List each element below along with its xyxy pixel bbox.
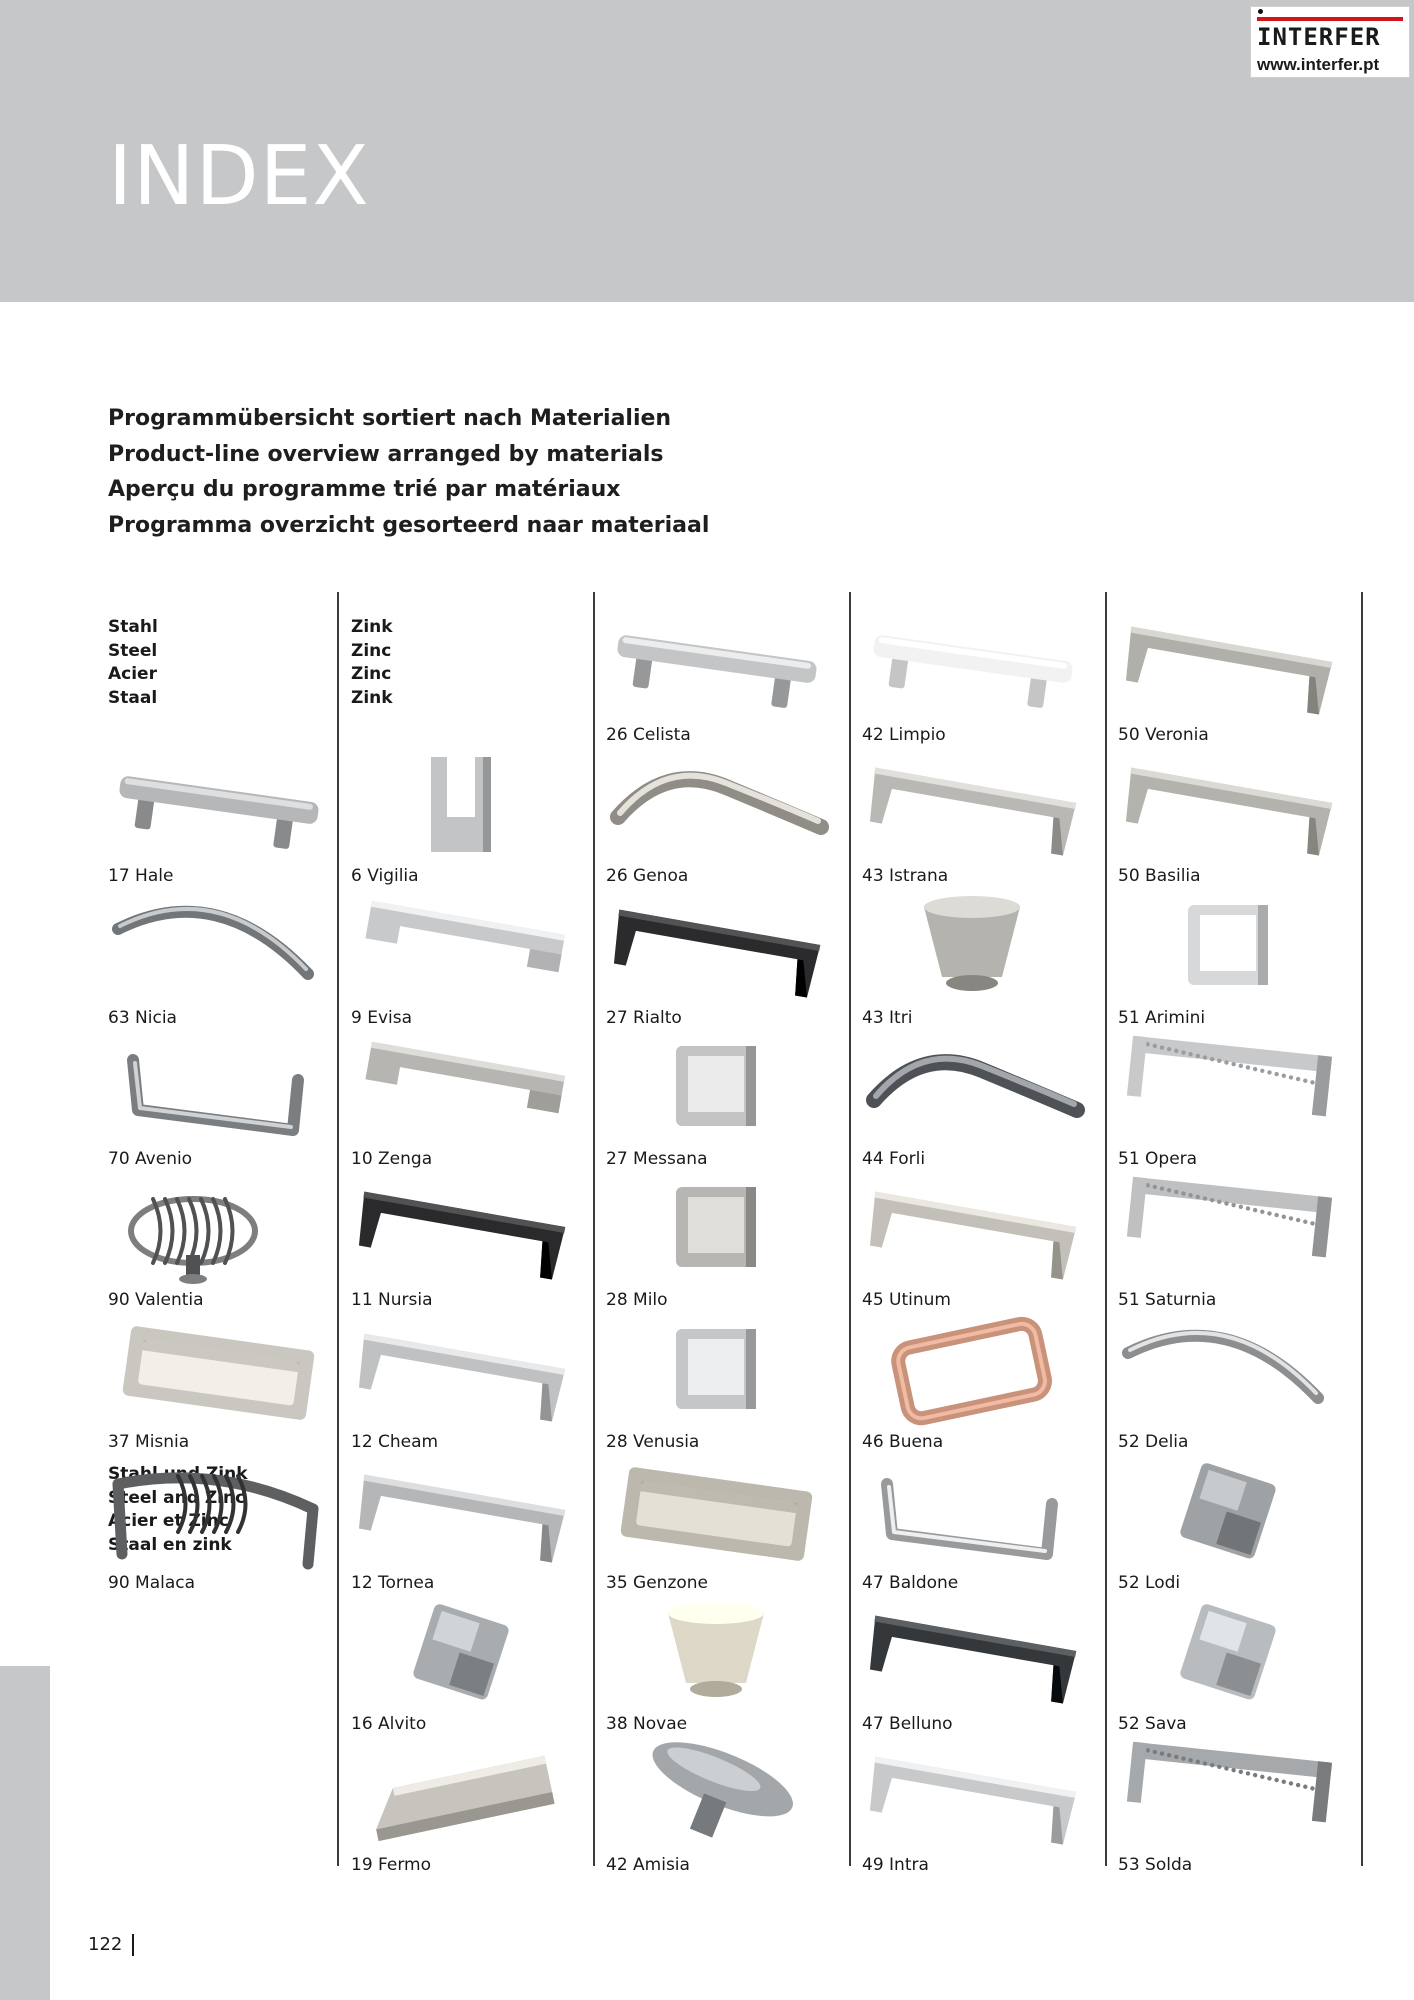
step-handle-icon	[351, 889, 576, 1009]
product-label: 35 Genzone	[606, 1572, 708, 1593]
logo-url: www.interfer.pt	[1257, 55, 1380, 74]
product-item[interactable]	[862, 747, 1087, 888]
product-label: 51 Saturnia	[1118, 1290, 1217, 1311]
product-item[interactable]	[606, 1454, 831, 1595]
product-item[interactable]	[606, 1030, 831, 1171]
product-item[interactable]	[862, 1313, 1087, 1454]
product-item[interactable]	[108, 1171, 333, 1312]
product-label: 26 Celista	[606, 725, 691, 745]
product-label: 38 Novae	[606, 1714, 688, 1735]
product-label: 12 Cheam	[351, 1431, 439, 1452]
bridge-handle-icon	[351, 1454, 576, 1574]
bridge-handle-icon	[1118, 747, 1343, 867]
product-label: 44 Forli	[862, 1148, 926, 1169]
bridge-handle-icon	[606, 889, 831, 1009]
product-item[interactable]	[862, 1454, 1087, 1595]
oval-knob-icon	[606, 1736, 831, 1856]
product-label: 19 Fermo	[351, 1855, 431, 1876]
bridge-handle-icon	[862, 747, 1087, 867]
product-label: 53 Solda	[1118, 1855, 1193, 1876]
product-item[interactable]	[351, 1595, 576, 1736]
cube-knob-icon	[1118, 1595, 1343, 1715]
material-line: Steel	[108, 640, 158, 661]
product-label: 43 Istrana	[862, 866, 949, 887]
product-label: 42 Limpio	[862, 725, 946, 745]
square-knob-icon	[606, 1171, 831, 1291]
material-line: Staal en zink	[108, 1534, 232, 1555]
product-item[interactable]	[862, 1736, 1087, 1877]
side-tab	[0, 1666, 50, 2000]
bow-handle-icon	[1118, 1313, 1343, 1433]
product-item[interactable]	[606, 1736, 831, 1877]
cage-knob-icon	[108, 1171, 333, 1291]
material-line: Zink	[351, 617, 393, 637]
material-label-zinc	[351, 616, 393, 710]
product-item[interactable]	[1118, 747, 1343, 888]
recessed-pull-icon	[108, 1313, 333, 1433]
material-line: Steel and Zinc	[108, 1487, 246, 1508]
square-knob-icon	[1118, 889, 1343, 1009]
product-label: 47 Belluno	[862, 1714, 953, 1735]
product-label: 43 Itri	[862, 1007, 913, 1028]
bridge-handle-icon	[862, 1595, 1087, 1715]
product-label: 46 Buena	[862, 1431, 944, 1452]
cube-knob-icon	[351, 1595, 576, 1715]
ring-pull-icon	[862, 1313, 1087, 1433]
product-label: 11 Nursia	[351, 1290, 433, 1311]
logo-dot	[1258, 9, 1263, 14]
material-line: Acier et Zinc	[108, 1511, 229, 1531]
product-item[interactable]	[351, 1030, 576, 1171]
square-knob-icon	[606, 1030, 831, 1150]
product-label: 26 Genoa	[606, 866, 689, 887]
wave-handle-icon	[606, 747, 831, 867]
product-label: 50 Basilia	[1118, 866, 1201, 887]
recessed-pull-icon	[606, 1454, 831, 1574]
column-divider	[1361, 592, 1363, 1866]
column-divider	[849, 592, 851, 1866]
bridge-handle-icon	[351, 1313, 576, 1433]
product-label: 52 Delia	[1118, 1431, 1189, 1452]
material-line: Zinc	[351, 640, 392, 661]
material-line: Zink	[351, 687, 393, 708]
cage-handle-icon	[108, 1454, 333, 1574]
product-item[interactable]	[108, 889, 333, 1030]
bridge-handle-icon	[862, 1171, 1087, 1291]
intro-line-nl: Programma overzicht gesorteerd naar materiaal	[108, 512, 710, 538]
logo-stripe	[1257, 17, 1403, 21]
product-item[interactable]	[108, 1030, 333, 1171]
product-label: 10 Zenga	[351, 1148, 433, 1169]
page-title: INDEX	[108, 129, 370, 224]
product-label: 27 Rialto	[606, 1007, 682, 1028]
product-item[interactable]	[606, 1171, 831, 1312]
wire-handle-icon	[862, 1454, 1087, 1574]
product-item[interactable]	[862, 606, 1087, 747]
product-item[interactable]	[862, 1171, 1087, 1312]
product-item[interactable]	[351, 1454, 576, 1595]
square-knob-icon	[606, 1313, 831, 1433]
product-label: 90 Malaca	[108, 1572, 196, 1593]
cup-knob-icon	[862, 889, 1087, 1009]
product-label: 37 Misnia	[108, 1431, 190, 1452]
product-item[interactable]	[1118, 1454, 1343, 1595]
crystal-handle-icon	[1118, 1736, 1343, 1856]
cup-knob-icon	[606, 1595, 831, 1715]
product-label: 70 Avenio	[108, 1148, 193, 1169]
crystal-handle-icon	[1118, 1030, 1343, 1150]
bridge-handle-icon	[351, 1171, 576, 1291]
product-item[interactable]	[1118, 1736, 1343, 1877]
flat-pull-icon	[351, 1736, 576, 1856]
product-item[interactable]	[606, 606, 831, 747]
product-item[interactable]	[606, 889, 831, 1030]
wave-handle-icon	[862, 1030, 1087, 1150]
material-line: Stahl und Zink	[108, 1464, 248, 1484]
material-label-steel	[108, 616, 158, 710]
step-handle-icon	[351, 1030, 576, 1150]
interfer-logo[interactable]	[1250, 6, 1410, 78]
column-divider	[1105, 592, 1107, 1866]
wire-handle-icon	[108, 1030, 333, 1150]
product-item[interactable]	[108, 1313, 333, 1454]
product-item[interactable]	[862, 1595, 1087, 1736]
product-label: 52 Lodi	[1118, 1572, 1181, 1593]
page-number-separator	[132, 1934, 134, 1956]
product-item[interactable]	[606, 747, 831, 888]
product-item[interactable]	[1118, 1313, 1343, 1454]
intro-line-en: Product-line overview arranged by materials	[108, 441, 664, 467]
product-item[interactable]	[1118, 606, 1343, 747]
product-item[interactable]	[351, 747, 576, 888]
bar-handle-icon	[108, 747, 333, 867]
product-item[interactable]	[606, 1595, 831, 1736]
bow-handle-icon	[108, 889, 333, 1009]
product-label: 17 Hale	[108, 866, 174, 887]
product-label: 45 Utinum	[862, 1290, 951, 1311]
product-label: 49 Intra	[862, 1855, 929, 1876]
product-item[interactable]	[862, 1030, 1087, 1171]
product-label: 50 Veronia	[1118, 725, 1209, 745]
product-label: 52 Sava	[1118, 1714, 1187, 1735]
material-line: Staal	[108, 687, 158, 708]
intro-line-de: Programmübersicht sortiert nach Materialien	[108, 406, 672, 431]
product-item[interactable]	[1118, 1030, 1343, 1171]
product-label: 28 Venusia	[606, 1431, 700, 1452]
logo-name: INTERFER	[1257, 23, 1381, 51]
product-label: 90 Valentia	[108, 1290, 204, 1311]
product-item[interactable]	[1118, 1595, 1343, 1736]
material-line: Zinc	[351, 664, 392, 684]
product-label: 27 Messana	[606, 1148, 708, 1169]
product-item[interactable]	[606, 1313, 831, 1454]
product-label: 16 Alvito	[351, 1714, 427, 1735]
bridge-handle-icon	[1118, 606, 1343, 726]
product-label: 51 Arimini	[1118, 1007, 1206, 1028]
bar-handle-icon	[606, 606, 831, 726]
product-item[interactable]	[351, 889, 576, 1030]
page-number: 122	[88, 1934, 123, 1955]
intro-heading	[108, 401, 709, 543]
column-divider	[337, 592, 339, 1866]
product-label: 47 Baldone	[862, 1572, 959, 1593]
column-divider	[593, 592, 595, 1866]
intro-line-fr: Aperçu du programme trié par matériaux	[108, 477, 621, 502]
product-item[interactable]	[351, 1736, 576, 1877]
material-line: Acier	[108, 664, 157, 684]
product-item[interactable]	[862, 889, 1087, 1030]
product-label: 9 Evisa	[351, 1007, 413, 1028]
product-label: 28 Milo	[606, 1290, 668, 1311]
product-label: 51 Opera	[1118, 1148, 1198, 1169]
bridge-handle-icon	[862, 1736, 1087, 1856]
material-line: Stahl	[108, 617, 158, 637]
product-item[interactable]	[1118, 889, 1343, 1030]
product-label: 12 Tornea	[351, 1572, 435, 1593]
product-item[interactable]	[1118, 1171, 1343, 1312]
product-item[interactable]	[108, 747, 333, 888]
cube-knob-icon	[1118, 1454, 1343, 1574]
bar-handle-icon	[862, 606, 1087, 726]
product-item[interactable]	[351, 1171, 576, 1312]
product-label: 63 Nicia	[108, 1007, 177, 1028]
crystal-handle-icon	[1118, 1171, 1343, 1291]
product-item[interactable]	[108, 1454, 333, 1595]
product-label: 6 Vigilia	[351, 866, 419, 887]
product-item[interactable]	[351, 1313, 576, 1454]
u-knob-icon	[351, 747, 576, 867]
product-label: 42 Amisia	[606, 1855, 690, 1876]
